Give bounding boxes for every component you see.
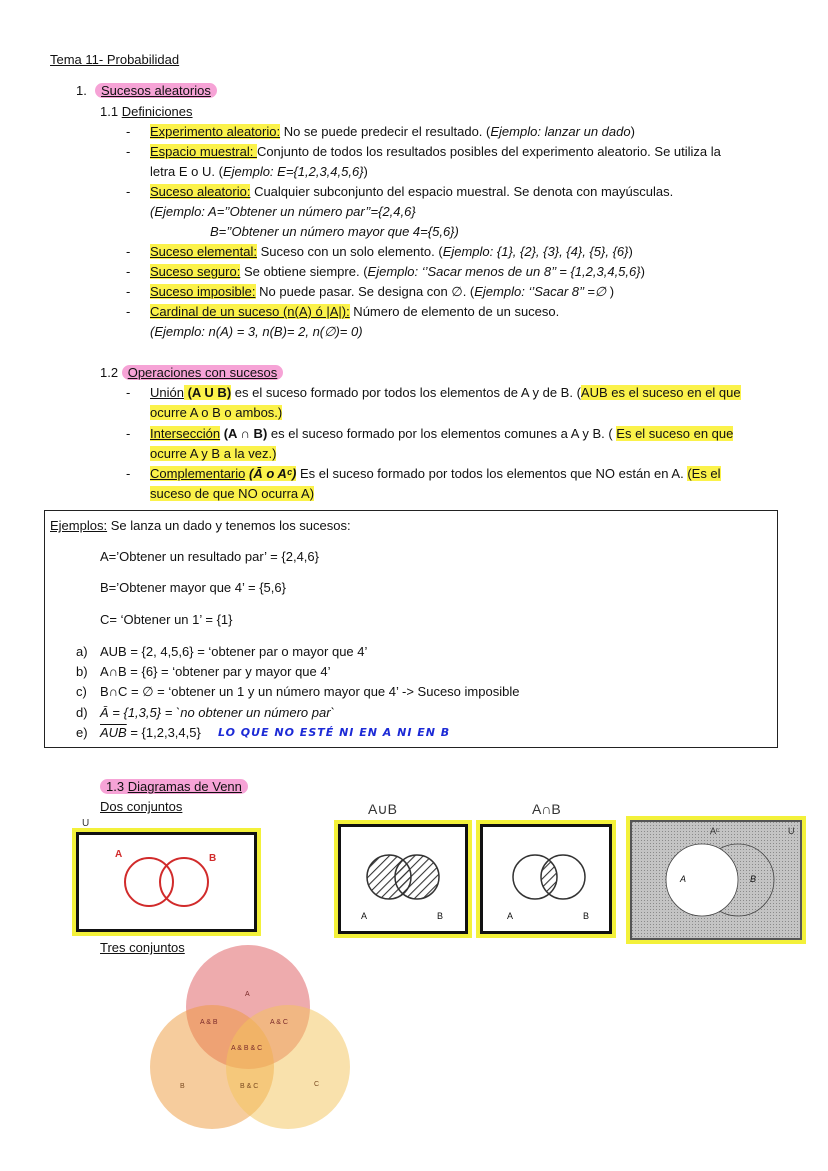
intersection-title: A∩B [532,801,561,817]
complement-b-label: B [750,874,757,884]
set-b-label: B [209,853,217,864]
bullet-dash: - [126,264,131,279]
three-abc-label: A & B & C [231,1045,263,1052]
section-1-1-title: Definiciones [121,104,193,119]
example-event-B: B=’Obtener mayor que 4’ = {5,6} [100,580,286,595]
example-label-d: d) [76,705,88,720]
example-text-e: $\overline{AUB} = \{1,2,3,4,5\}$ [100,725,201,740]
three-ab-label: A & B [200,1019,218,1026]
definition-suceso-aleatorio-ex1: (Ejemplo: A=’’Obtener un número par’’={2,4,6} [150,204,416,219]
handwritten-note: LO QUE NO ESTÉ NI EN A NI EN B [218,726,451,739]
operation-union-line2: ocurre A o B o ambos.) [150,405,283,420]
definition-suceso-aleatorio: Suceso aleatorio: Cualquier subconjunto del espacio muestral. Se denota con mayúsculas. [150,184,674,199]
definition-suceso-seguro: Suceso seguro: Se obtiene siempre. (Ejemplo: ‘’Sacar menos de un 8’’ = {1,2,3,4,5,6}) [150,264,645,279]
three-b-label: B [180,1083,185,1090]
example-label-c: c) [76,684,87,699]
example-label-a: a) [76,644,88,659]
venn-intersection-diagram [480,824,612,934]
bullet-dash: - [126,304,131,319]
section-1-title: Sucesos aleatorios [95,83,217,98]
two-sets-label: Dos conjuntos [100,799,183,814]
three-bc-label: B & C [240,1083,259,1090]
definition-espacio-muestral: Espacio muestral: Conjunto de todos los resultados posibles del experimento aleatorio. Se utiliza la [150,144,721,159]
bullet-dash: - [126,244,131,259]
operation-complementario-line2: suceso de que NO ocurra A) [150,486,315,501]
three-sets-label: Tres conjuntos [100,940,185,955]
set-b-circle [160,858,208,906]
definition-espacio-muestral-line2: letra E o U. (Ejemplo: E={1,2,3,4,5,6}) [150,164,368,179]
universe-label: U [82,818,90,829]
definition-cardinal: Cardinal de un suceso (n(A) ó |A|): Número de elemento de un suceso. [150,304,560,319]
page-title: Tema 11- Probabilidad [50,52,180,67]
definition-suceso-imposible: Suceso imposible: No puede pasar. Se designa con ∅. (Ejemplo: ‘’Sacar 8’’ =∅ ) [150,284,615,299]
three-c-label: C [314,1081,320,1088]
section-1-number: 1. [76,83,87,98]
definition-experimento: Experimento aleatorio: No se puede predecir el resultado. (Ejemplo: lanzar un dado) [150,124,635,139]
bullet-dash: - [126,124,131,139]
venn-complement-diagram [630,820,802,940]
example-event-A: A=’Obtener un resultado par’ = {2,4,6} [100,549,319,564]
bullet-dash: - [126,184,131,199]
set-c-circle [226,1005,350,1129]
definition-cardinal-ex: (Ejemplo: n(A) = 3, n(B)= 2, n(∅)= 0) [150,324,363,339]
bullet-dash: - [126,144,131,159]
venn-union-diagram [338,824,468,934]
example-text-c: B∩C = ∅ = ‘obtener un 1 y un número mayor que 4’ -> Suceso imposible [100,684,520,699]
union-a-label: A [361,911,368,921]
definition-suceso-elemental: Suceso elemental: Suceso con un solo elemento. (Ejemplo: {1}, {2}, {3}, {4}, {5}, {6}) [150,244,633,259]
venn-three-sets-diagram [140,935,360,1155]
union-title: A∪B [368,801,397,817]
three-a-label: A [245,991,250,998]
examples-intro: Ejemplos: Se lanza un dado y tenemos los sucesos: [50,518,351,533]
bullet-dash: - [126,466,131,481]
section-1-2-title: Operaciones con sucesos [122,365,284,380]
section-1-2-number: 1.2 [100,365,119,380]
complement-a-label: A [680,874,687,884]
complement-universe-label: U [788,826,795,836]
venn-two-sets-diagram [76,832,257,932]
example-label-b: b) [76,664,88,679]
operation-interseccion-line2: ocurre A y B a la vez.) [150,446,277,461]
section-1-1-number: 1.1 [100,104,119,119]
bullet-dash: - [126,284,131,299]
bullet-dash: - [126,385,131,400]
bullet-dash: - [126,426,131,441]
definition-suceso-aleatorio-ex2: B=’’Obtener un número mayor que 4={5,6}) [210,224,459,239]
set-a-label: A [115,849,123,860]
intersection-b-label: B [583,911,590,921]
example-text-b: A∩B = {6} = ‘obtener par y mayor que 4’ [100,664,331,679]
example-label-e: e) [76,725,88,740]
example-text-d: Ā = {1,3,5} = `no obtener un número par` [100,705,335,720]
section-1-3-title: 1.3 Diagramas de Venn [100,779,248,794]
complement-title: Aᶜ [710,826,720,836]
union-b-label: B [437,911,444,921]
operation-union: Unión (A U B) es el suceso formado por todos los elementos de A y de B. (AUB es el suceso en el que [150,385,741,400]
example-text-a: AUB = {2, 4,5,6} = ‘obtener par o mayor que 4’ [100,644,368,659]
operation-complementario: Complementario (Ā o Aᶜ) Es el suceso formado por todos los elementos que NO están en A. (Es el [150,466,721,481]
operation-interseccion: Intersección (A ∩ B) es el suceso formado por los elementos comunes a A y B. ( Es el suceso en que [150,426,734,441]
three-ac-label: A & C [270,1019,288,1026]
example-event-C: C= ‘Obtener un 1’ = {1} [100,612,233,627]
intersection-a-label: A [507,911,514,921]
